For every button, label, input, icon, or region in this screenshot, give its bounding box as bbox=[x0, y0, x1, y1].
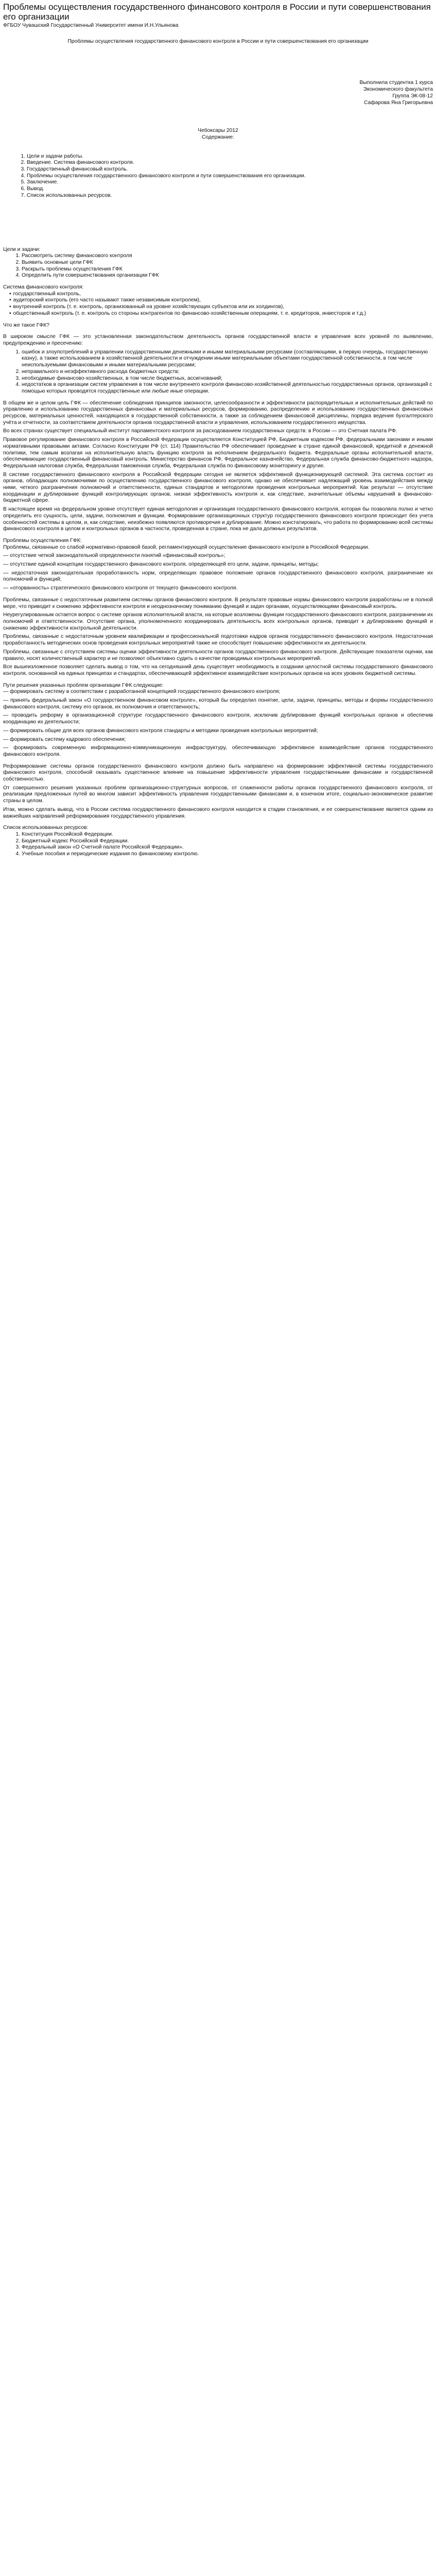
system-heading: Система финансового контроля: bbox=[3, 284, 84, 291]
source-item: 4. Учебные пособия и периодические издания по финансовому контролю. bbox=[22, 851, 433, 858]
problem-line: — «оторванность» стратегического финансового контроля от текущего финансового контроля. bbox=[3, 585, 238, 591]
toc-item: 2. Введение. Система финансового контроля. bbox=[27, 160, 433, 166]
toc-item: 5. Заключение. bbox=[27, 179, 433, 186]
author-status: Выполнила студентка 1 курса bbox=[359, 80, 433, 86]
intro-item: 1. ошибок и злоупотреблений в управлении государственными денежными и иными материальными ресурсами (составляющими, в первую очередь, государственную казну), а также использованием в хозяйственной деятельности и отчуждении иными материальными объектами государственной собственности, в том числе неиспользуемыми финансовыми и иными материальными ресурсами; bbox=[22, 349, 433, 369]
intro-item: 3. необходимые финансово-хозяйственных, в том числе бюджетных, ассигнований; bbox=[22, 376, 433, 382]
what-is-heading: Что же такое ГФК? bbox=[3, 322, 49, 328]
goals-heading: Цели и задачи: bbox=[3, 246, 41, 252]
conclusion-paragraph: Реформирование системы органов государственного финансового контроля должно быть направлено на формирование эффективной системы государственного финансового контроля, способной оказывать существенное влияние на повышение эффективности управления государственными финансами и государственной собственностью. bbox=[3, 763, 433, 783]
intro-item: 2. неправильного и неэффективного расхода бюджетных средств; bbox=[22, 369, 433, 376]
solution-line: — принять федеральный закон «О государственном финансовом контроле», который бы определил понятие, цели, задачи, принципы, методы и формы государственного финансового контроля, систему его органов, их полномочия и ответственность; bbox=[3, 698, 433, 710]
system-item: ▪ аудиторский контроль (его часто называют также независимым контролем), bbox=[8, 297, 433, 304]
body-paragraph: Неурегулированным остается вопрос о системе органов исполнительной власти, на которые возложены функции государственного финансового контроля, разграничении их полномочий и ответственности. Отсутствие органа, уполномоченного координировать деятельность всех контрольных органов, приводит к дублированию функций и снижению эффективности контрольной деятельности. bbox=[3, 612, 433, 631]
source-item: 3. Федеральный закон «О Счетной палате Российской Федерации». bbox=[22, 844, 433, 851]
city-year: Чебоксары 2012 bbox=[198, 128, 238, 134]
intro-paragraph: В широком смысле ГФК — это установленная законодательством деятельность органов государственной власти и управления всех уровней по выявлению, предупреждению и пресечению: bbox=[3, 334, 433, 346]
system-list bbox=[3, 291, 433, 317]
toc-item: 6. Вывод. bbox=[27, 186, 433, 193]
problems-heading: Проблемы осуществления ГФК: bbox=[3, 537, 82, 544]
intro-list bbox=[3, 349, 433, 395]
goal-item: 4. Определить пути совершенствования организации ГФК bbox=[22, 273, 433, 279]
toc-item: 1. Цели и задачи работы. bbox=[27, 154, 433, 160]
goal-item: 3. Раскрыть проблемы осуществления ГФК bbox=[22, 266, 433, 273]
source-item: 2. Бюджетный кодекс Российской Федерации. bbox=[22, 838, 433, 845]
sources-list bbox=[3, 832, 433, 858]
document-page bbox=[3, 2, 433, 858]
body-paragraph: Проблемы, связанные с недостаточным уровнем квалификации и профессиональной подготовки кадров органов государственного финансового контроля. Недостаточная проработанность методических основ проведения контрольных мероприятий также не способствует повышению эффективности их деятельности. bbox=[3, 634, 433, 647]
solution-line: — формировать современную информационно-коммуникационную инфраструктуру, обеспечивающую эффективное взаимодействие органов государственного финансового контроля. bbox=[3, 745, 433, 757]
toc-item: 7. Список использованных ресурсов. bbox=[27, 193, 433, 199]
system-item: ▪ государственный контроль, bbox=[8, 291, 433, 298]
author-name: Сафарова Яна Григорьевна bbox=[363, 99, 433, 106]
toc-heading: Содержание: bbox=[201, 134, 235, 140]
intro-item: 4. недостатков в организации систем управления в том числе внутреннего контроля финансово-хозяйственной деятельностью государственных органов, организаций с помощью которых проводятся государственные или любые иные операции. bbox=[22, 382, 433, 395]
topic-title: Проблемы осуществления государственного финансового контроля в России и пути совершенствования его организации bbox=[67, 38, 369, 44]
body-paragraph: В настоящее время на федеральном уровне отсутствует единая методология и организация государственного финансового контроля, которая бы позволяла полно и четко определить его сущность, цели, задачи, полномочия и функции. Формирование организационных структур государственного финансового контроля происходит без учета особенностей системы в целом, и, как следствие, неизбежно появляются противоречия и дублирование. Можно констатировать, что работа по формированию всей системы финансового контроля в целом и контрольных органов в частности, проведенная в стране, пока не дала должных результатов. bbox=[3, 506, 433, 532]
problem-line: — недостаточная законодательная проработанность норм, определяющих правовое положение органов государственного финансового контроля, разграничение их полномочий и функций; bbox=[3, 570, 433, 583]
body-paragraph: Проблемы, связанные с недостаточным развитием системы органов финансового контроля. В результате правовые нормы финансового контроля разработаны не в полной мере, что приводит к снижению эффективности контроля и неоднозначному пониманию функций и задач органами, осуществляющими финансовый контроль. bbox=[3, 597, 433, 609]
goal-item: 1. Рассмотреть систему финансового контроля bbox=[22, 253, 433, 260]
author-group: Группа ЭК-08-12 bbox=[392, 93, 433, 99]
solution-line: — проводить реформу в организационной структуре государственного финансового контроля, исключив дублирование функций контрольных органов и обеспечив координацию их деятельности; bbox=[3, 713, 433, 725]
body-paragraph: Во всех странах существует специальный институт парламентского контроля за расходованием государственных средств: в России — это Счетная палата РФ. bbox=[3, 428, 397, 434]
body-paragraph: Правовое регулирование финансового контроля в Российской Федерации осуществляется Конституцией РФ, Бюджетным кодексом РФ, федеральными законами и иными нормативными правовыми актами. Согласно Конституции РФ (ст. 114) Правительство РФ обеспечивает проведение в стране единой финансовой, кредитной и денежной политики, тем самым возлагая на исполнительную власть функцию контроля за исполнением федерального бюджета. Федеральные органы исполнительной власти, обеспечивающие государственный финансовый контроль: Министерство финансов РФ, Федеральное казначейство, Федеральная служба финансово-бюджетного надзора, Федеральная налоговая служба, Федеральная таможенная служба, Федеральная служба по финансовому мониторингу и другие. bbox=[3, 437, 433, 469]
body-paragraph: Все вышеизложенное позволяет сделать вывод о том, что на сегодняшний день существует необходимость в создании целостной системы государственного финансового контроля, основанной на единых принципах и стандартах, обеспечивающей эффективное взаимодействие контрольных органов на всех уровнях бюджетной системы. bbox=[3, 664, 433, 676]
toc-item: 3. Государственный финансовый контроль. bbox=[27, 166, 433, 173]
conclusion-paragraph: От совершенного решения указанных проблем организационно-структурных вопросов, от слаженности работы органов государственного финансового контроля, от реализации предложенных путей во многом зависит эффективность управления государственными финансами и, в конечном итоге, социально-экономическое развитие страны в целом. bbox=[3, 785, 433, 804]
university-name: ФГБОУ Чувашский Государственный Университет имени И.Н.Ульянова bbox=[3, 23, 179, 28]
solution-line: — формировать общие для всех органов финансового контроля стандарты и методики проведения контрольных мероприятий; bbox=[3, 727, 318, 734]
system-item: ▪ общественный контроль (т. е. контроль со стороны контрагентов по финансово-хозяйственным операциям, т. е. кредиторов, инвесторов и т.д.) bbox=[8, 311, 433, 317]
conclusion-paragraph: Итак, можно сделать вывод, что в России система государственного финансового контроля находится в стадии становления, и ее совершенствование является одним из важнейших направлений реформирования государственного управления. bbox=[3, 806, 433, 819]
toc-item: 4. Проблемы осуществления государственного финансового контроля и пути совершенствования его организации. bbox=[27, 173, 433, 180]
body-paragraph: В системе государственного финансового контроля в Российской Федерации сегодня не является эффективной функционирующей системой. Эта система состоит из органов, обладающих полномочиями по осуществлению государственного финансового контроля, однако не обеспечивает надлежащий уровень взаимодействия между ними, четкого разграничения полномочий и ответственности, единых стандартов и методологии проведения контрольных мероприятий. Как результат — отсутствие координации и дублирование функций контролирующих органов, низкая эффективность контроля и, как следствие, значительные объемы нарушений в финансово-бюджетной сфере. bbox=[3, 471, 433, 504]
table-of-contents bbox=[3, 154, 433, 199]
problem-line: — отсутствие четкой законодательной определенности понятий «финансовый контроль»; bbox=[3, 553, 225, 559]
sources-heading: Список использованных ресурсов: bbox=[3, 825, 89, 831]
solution-line: — формировать систему кадрового обеспечения; bbox=[3, 736, 126, 742]
body-paragraph: Проблемы, связанные с отсутствием системы оценки эффективности деятельности органов государственного финансового контроля. Действующие показатели оценки, как правило, носят количественный характер и не позволяют объективно судить о качестве проводимых контрольных мероприятий. bbox=[3, 649, 433, 662]
system-item: ▪ внутренний контроль (т. е. контроль, организованный на уровне хозяйствующих субъектов или их холдингов), bbox=[8, 304, 433, 311]
solutions-heading: Пути решения указанных проблем организации ГФК следующие: bbox=[3, 682, 164, 688]
author-faculty: Экономического факультета bbox=[363, 87, 433, 93]
problem-line: — отсутствие единой концепции государственного финансового контроля, определяющей его цели, задачи, принципы, методы; bbox=[3, 562, 319, 568]
problem-line: Проблемы, связанные со слабой нормативно-правовой базой, регламентирующей осуществление финансового контроля в Российской Федерации. bbox=[3, 544, 370, 550]
goal-item: 2. Выявить основные цели ГФК bbox=[22, 260, 433, 266]
solution-line: — формировать систему в соответствии с разработанной концепцией государственного финансового контроля; bbox=[3, 689, 281, 695]
body-paragraph: В общем же и целом цель ГФК — обеспечение соблюдения принципов законности, целесообразности и эффективности распорядительных и исполнительных действий по управлению и использованию государственных финансовых и материальных ресурсов, формированию, распределению и использованию государственных финансовых ресурсов, материальных ценностей, находящихся в государственной собственности, а также за соблюдением финансовой дисциплины, порядка ведения бухгалтерского учёта и отчетности, за соответствием деятельности органов государственной власти и управления, использованием государственного имущества. bbox=[3, 400, 433, 426]
source-item: 1. Конституция Российской Федерации. bbox=[22, 832, 433, 838]
document-title: Проблемы осуществления государственного финансового контроля в России и пути совершенствования его организации bbox=[3, 2, 431, 22]
goals-list bbox=[3, 253, 433, 279]
